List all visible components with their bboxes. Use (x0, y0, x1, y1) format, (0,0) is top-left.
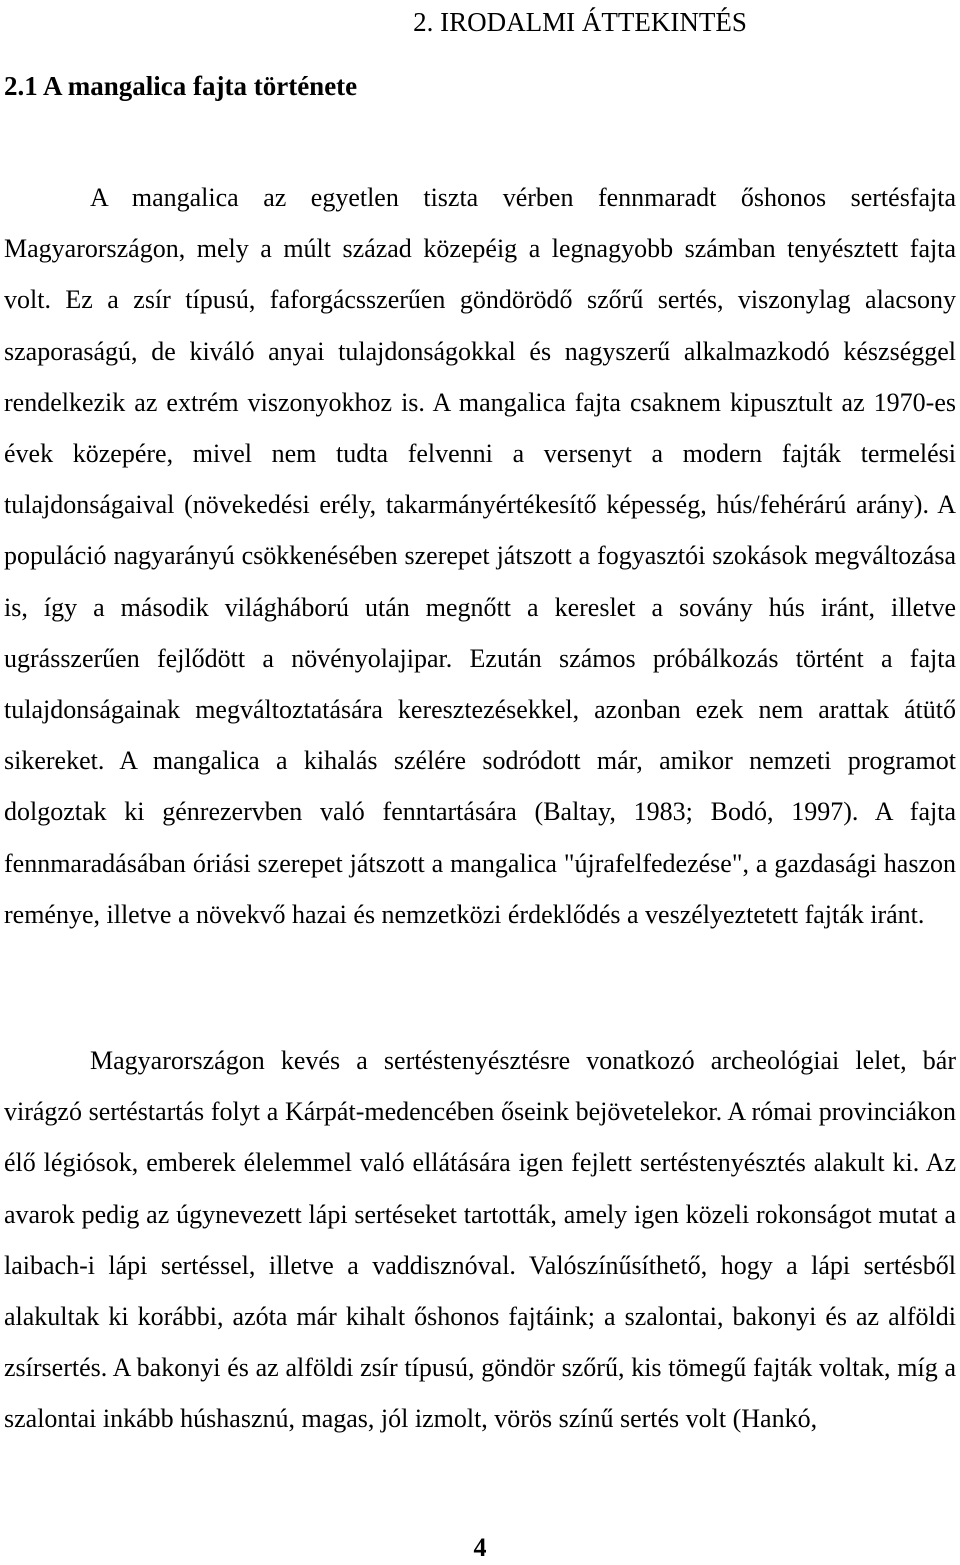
chapter-heading: 2. IRODALMI ÁTTEKINTÉS (413, 7, 747, 37)
body-paragraph-2: Magyarországon kevés a sertéstenyésztésre vonatkozó archeológiai lelet, bár virágzó sertéstartás folyt a Kárpát-medencében őseink bejövetelekor. A római provinciákon élő légiósok, emberek élelemmel való ellátására igen fejlett sertéstenyésztés alakult ki. Az avarok pedig az úgynevezett lápi sertéseket tartották, amely igen közeli rokonságot mutat a laibach-i lápi sertéssel, illetve a vaddisznóval. Valószínűsíthető, hogy a lápi sertésből alakultak ki korábbi, azóta már kihalt őshonos fajtáink; a szalontai, bakonyi és az alföldi zsírsertés. A bakonyi és az alföldi zsír típusú, göndör szőrű, kis tömegű fajták voltak, míg a szalontai inkább húshasznú, magas, jól izmolt, vörös színű sertés volt (Hankó, (4, 1046, 956, 1434)
section-heading: 2.1 A mangalica fajta története (4, 71, 358, 101)
page-number: 4 (473, 1533, 487, 1562)
body-paragraph-1: A mangalica az egyetlen tiszta vérben fennmaradt őshonos sertésfajta Magyarországon, mely a múlt század közepéig a legnagyobb számban tenyésztett fajta volt. Ez a zsír típusú, faforgácsszerűen göndörödő szőrű sertés, viszonylag alacsony szaporaságú, de kiváló anyai tulajdonságokkal és nagyszerű alkalmazkodó készséggel rendelkezik az extrém viszonyokhoz is. A mangalica fajta csaknem kipusztult az 1970-es évek közepére, mivel nem tudta felvenni a versenyt a modern fajták termelési tulajdonságaival (növekedési erély, takarmányértékesítő képesség, hús/fehérárú arány). A populáció nagyarányú csökkenésében szerepet játszott a fogyasztói szokások megváltozása is, így a második világháború után megnőtt a kereslet a sovány hús iránt, illetve ugrásszerűen fejlődött a növényolajipar. Ezután számos próbálkozás történt a fajta tulajdonságainak megváltoztatására keresztezésekkel, azonban ezek nem arattak átütő sikereket. A mangalica a kihalás szélére sodródott már, amikor nemzeti programot dolgoztak ki génrezervben való fenntartására (Baltay, 1983; Bodó, 1997). A fajta fennmaradásában óriási szerepet játszott a mangalica "újrafelfedezése", a gazdasági haszon reménye, illetve a növekvő hazai és nemzetközi érdeklődés a veszélyeztetett fajták iránt. (4, 183, 956, 929)
